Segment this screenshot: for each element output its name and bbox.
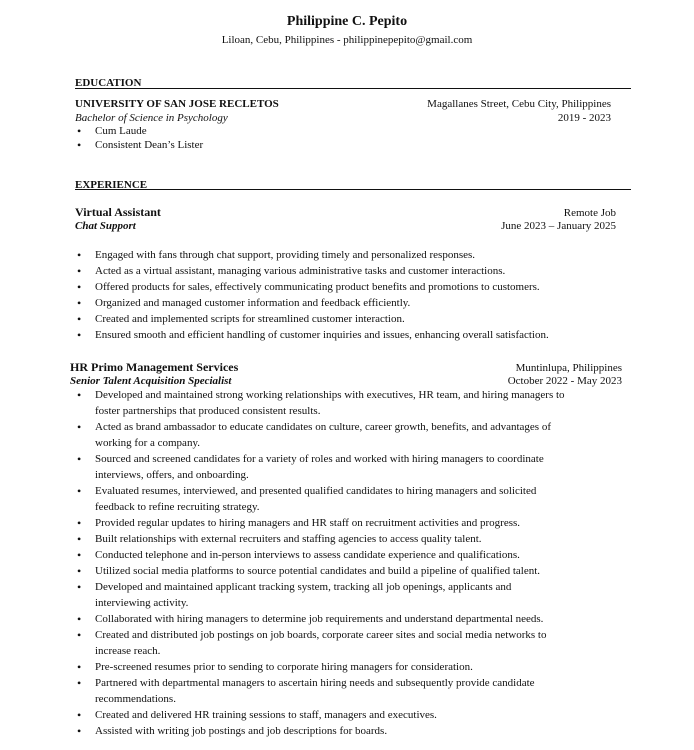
list-item: • Provided regular updates to hiring managers and HR staff on recruitment activities and progress. (75, 515, 565, 531)
education-heading: EDUCATION (75, 77, 142, 89)
list-item: • Evaluated resumes, interviewed, and presented qualified candidates to hiring managers and solicited feedback to refine recruiting strategy. (75, 483, 565, 515)
job-location: Remote Job (563, 207, 616, 219)
list-item: • Acted as a virtual assistant, managing various administrative tasks and customer interactions. (75, 263, 549, 279)
job-dates: June 2023 – January 2025 (501, 220, 616, 232)
contact-line: Liloan, Cebu, Philippines - philippinepepito@gmail.com (221, 34, 473, 46)
job-title: HR Primo Management Services (70, 360, 239, 374)
list-item: • Engaged with fans through chat support, providing timely and personalized responses. (75, 247, 549, 263)
job-role: Senior Talent Acquisition Specialist (70, 375, 232, 387)
list-item: • Built relationships with external recruiters and staffing agencies to access quality talent. (75, 531, 565, 547)
experience-heading: EXPERIENCE (75, 179, 148, 191)
job-dates: October 2022 - May 2023 (507, 375, 622, 387)
job-location: Muntinlupa, Philippines (515, 362, 622, 374)
school-name: UNIVERSITY OF SAN JOSE RECLETOS (75, 98, 279, 110)
list-item: • Offered products for sales, effectively communicating product benefits and promotions to customers. (75, 279, 549, 295)
list-item: • Collaborated with hiring managers to determine job requirements and understand departmental needs. (75, 611, 565, 627)
list-item: • Created and delivered HR training sessions to staff, managers and executives. (75, 707, 565, 723)
list-item: • Created and implemented scripts for streamlined customer interaction. (75, 311, 549, 327)
list-item: • Utilized social media platforms to source potential candidates and build a pipeline of qualified talent. (75, 563, 565, 579)
list-item: • Assisted with writing job postings and job descriptions for boards. (75, 723, 565, 739)
education-bullets (75, 124, 203, 152)
job-1-bullets (75, 247, 549, 343)
degree: Bachelor of Science in Psychology (75, 112, 228, 124)
list-item: • Consistent Dean’s Lister (75, 138, 203, 152)
job-role: Chat Support (75, 220, 136, 232)
list-item: • Pre-screened resumes prior to sending to corporate hiring managers for consideration. (75, 659, 565, 675)
list-item: • Created and distributed job postings on job boards, corporate career sites and social media networks to increase reach. (75, 627, 565, 659)
experience-rule (75, 189, 631, 190)
list-item: • Organized and managed customer information and feedback efficiently. (75, 295, 549, 311)
job-title: Virtual Assistant (75, 205, 161, 219)
list-item: • Developed and maintained strong working relationships with executives, HR team, and hiring managers to foster partnerships that produced consistent results. (75, 387, 565, 419)
education-rule (75, 88, 631, 89)
list-item: • Conducted telephone and in-person interviews to assess candidate experience and qualifications. (75, 547, 565, 563)
list-item: • Acted as brand ambassador to educate candidates on culture, career growth, benefits, and advantages of working for a company. (75, 419, 565, 451)
school-location: Magallanes Street, Cebu City, Philippines (427, 98, 611, 110)
list-item: • Developed and maintained applicant tracking system, tracking all job openings, applicants and interviewing activity. (75, 579, 565, 611)
list-item: • Sourced and screened candidates for a variety of roles and worked with hiring managers to coordinate interviews, offers, and onboarding. (75, 451, 565, 483)
list-item: • Ensured smooth and efficient handling of customer inquiries and issues, enhancing overall satisfaction. (75, 327, 549, 343)
education-dates: 2019 - 2023 (557, 112, 611, 124)
job-2-bullets (75, 387, 565, 739)
list-item: • Cum Laude (75, 124, 203, 138)
list-item: • Partnered with departmental managers to ascertain hiring needs and subsequently provide candidate recommendations. (75, 675, 565, 707)
candidate-name: Philippine C. Pepito (286, 14, 408, 29)
